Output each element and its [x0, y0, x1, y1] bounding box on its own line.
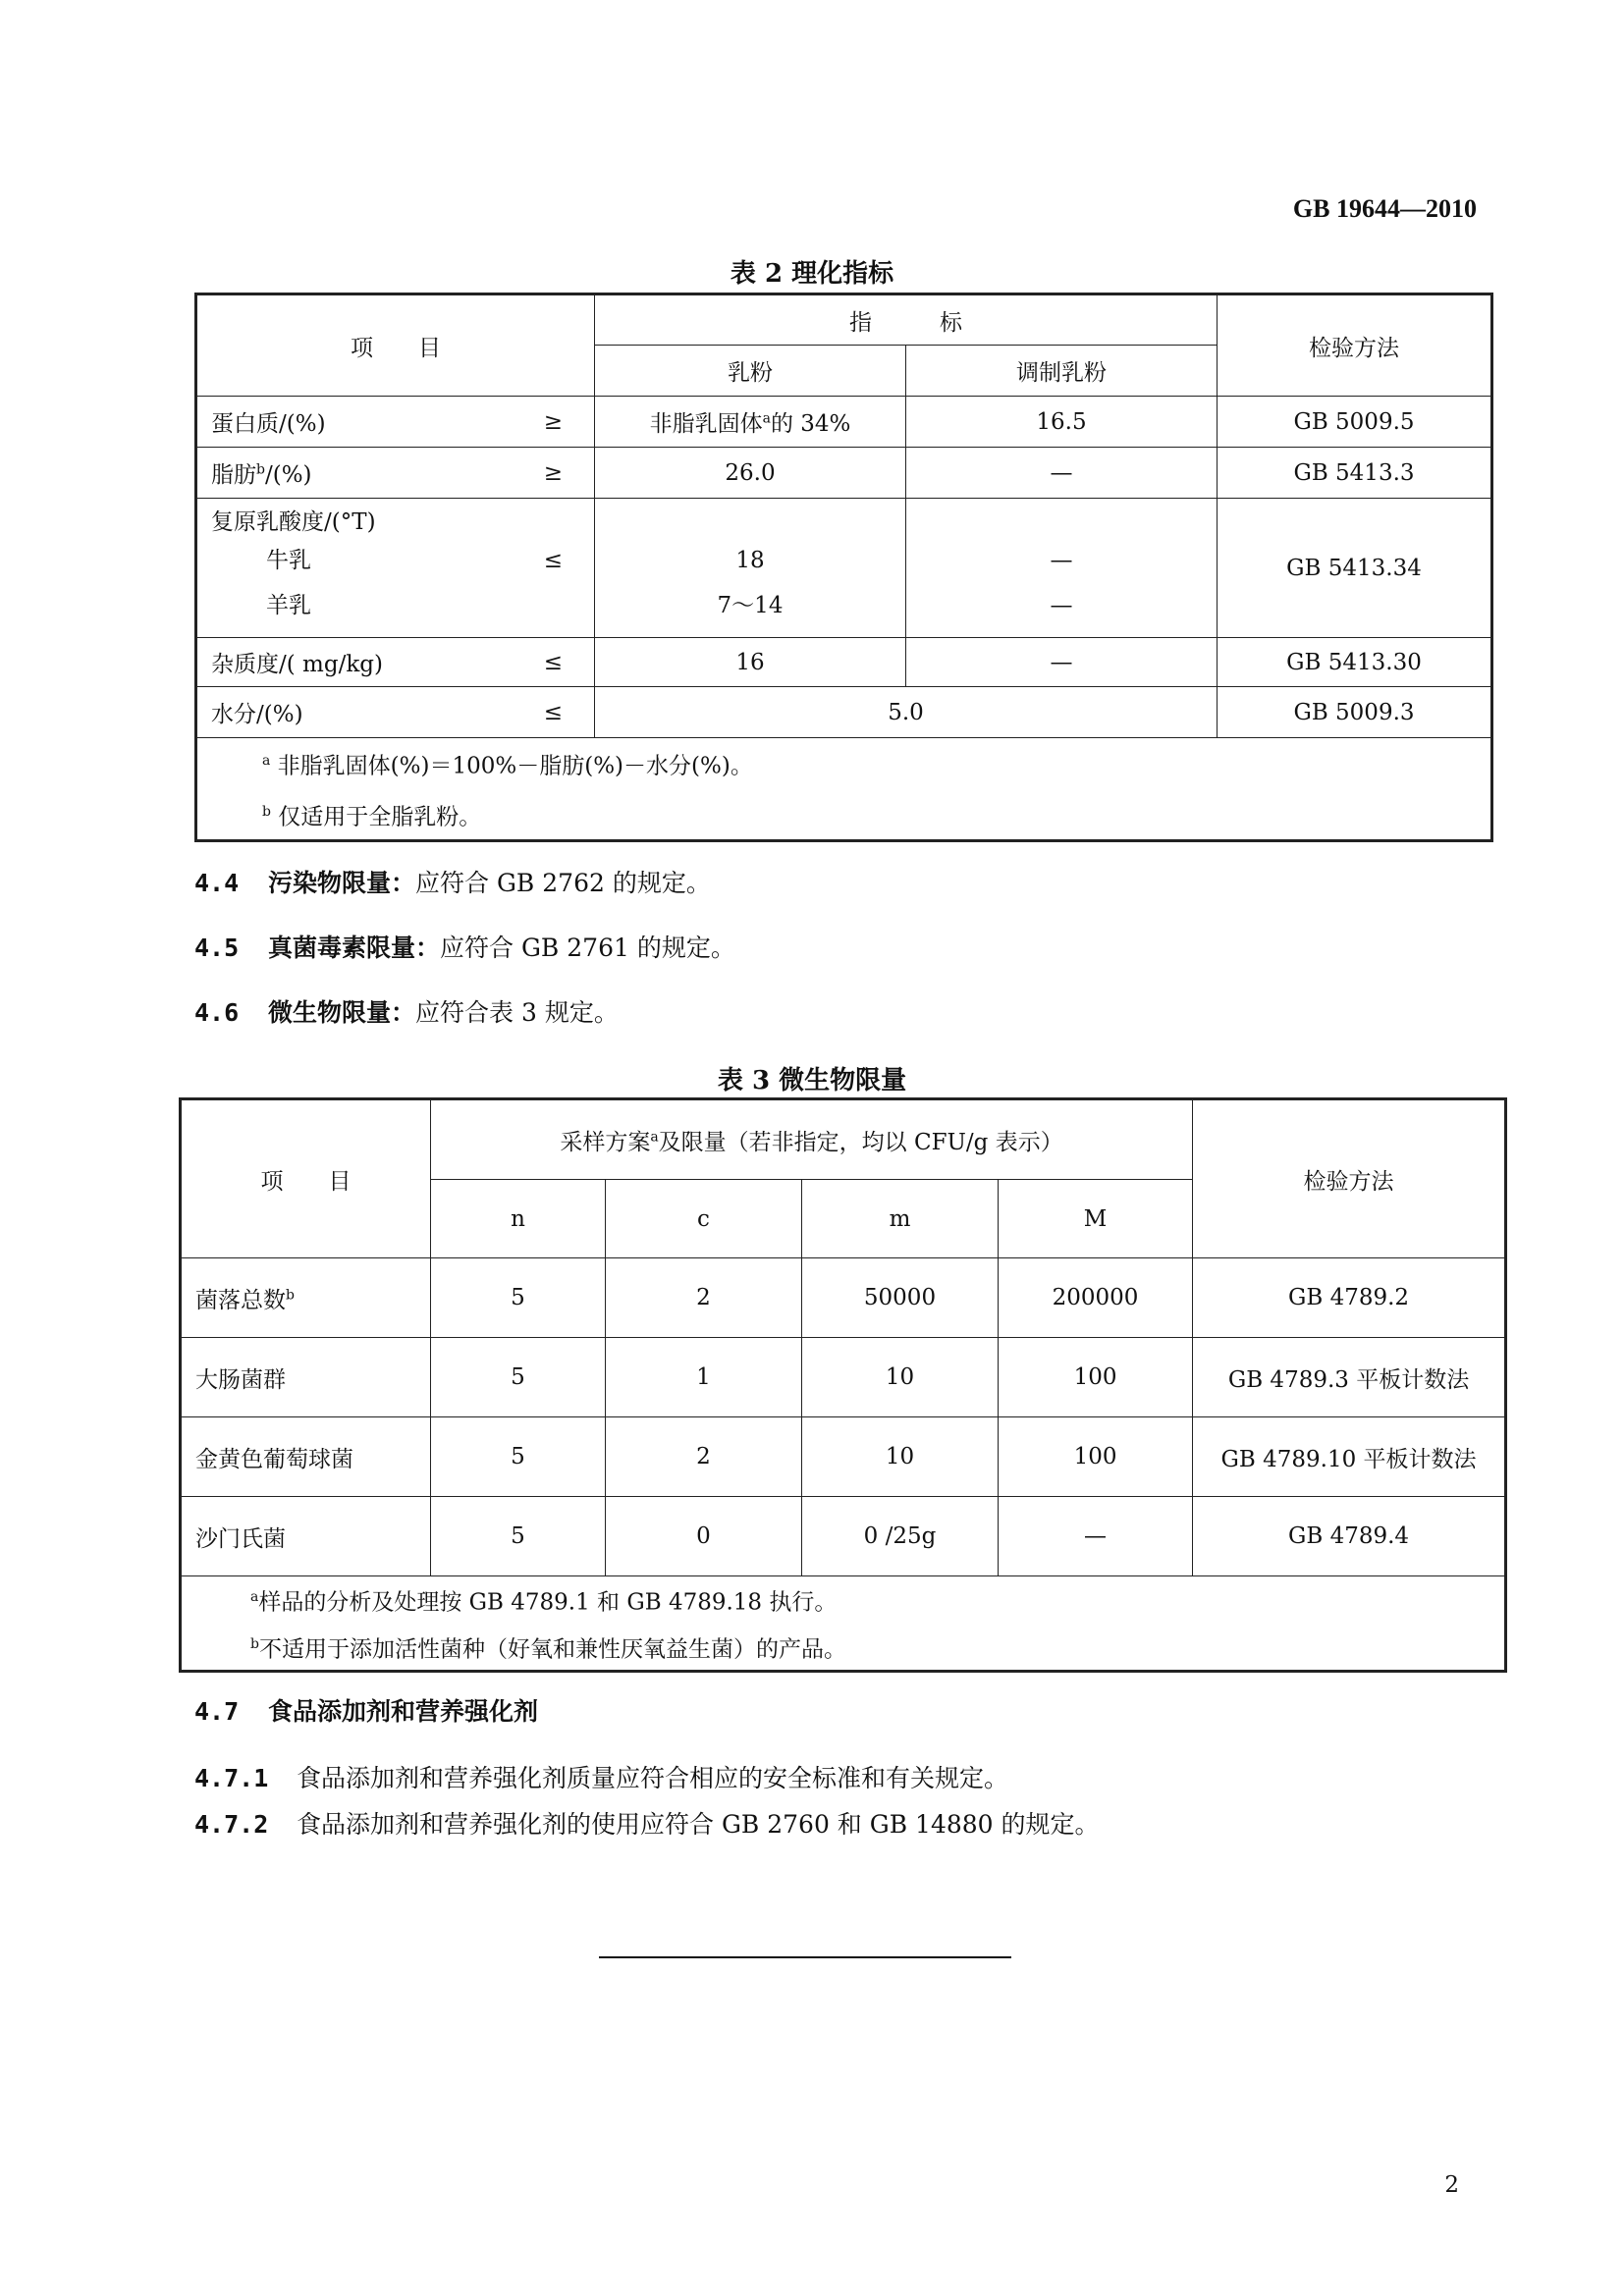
table3-header-plan	[431, 1099, 1193, 1180]
table2-header-indicator: 指 标	[595, 294, 1218, 346]
cell-value: 5	[431, 1338, 606, 1417]
cell-value: 26.0	[595, 448, 906, 499]
row-label: 菌落总数	[195, 1287, 286, 1313]
method-cell: GB 5413.34	[1218, 499, 1492, 638]
table2-header-formulated: 调制乳粉	[906, 346, 1218, 397]
footnote-mark: b	[256, 461, 265, 478]
cell-value: 2	[606, 1417, 802, 1497]
cell-value: 16	[595, 638, 906, 687]
cell-value: 5	[431, 1258, 606, 1338]
method-cell: GB 4789.3 平板计数法	[1193, 1338, 1506, 1417]
footnote-mark: b	[250, 1635, 259, 1652]
comparison-op: ≥	[543, 459, 563, 486]
footnote-text: 样品的分析及处理按 GB 4789.1 和 GB 4789.18 执行。	[258, 1589, 838, 1616]
row-label: 脂肪	[211, 462, 256, 488]
section-title: 微生物限量：	[268, 998, 416, 1027]
table-row	[196, 448, 1492, 499]
cell-value: 5.0	[595, 687, 1218, 738]
row-label-tail: /(%)	[264, 462, 312, 488]
table2-header-item: 项 目	[196, 294, 595, 397]
table-row	[196, 687, 1492, 738]
table3-caption: 表 3 微生物限量	[717, 1066, 907, 1095]
footnote-mark: a	[250, 1589, 259, 1605]
sub-row-label: 羊乳	[266, 593, 311, 618]
section-number: 4.4	[194, 869, 240, 897]
section-4-7-1	[194, 1759, 1008, 1794]
cell-value: 5	[431, 1497, 606, 1576]
section-text: 食品添加剂和营养强化剂质量应符合相应的安全标准和有关规定。	[297, 1764, 1009, 1792]
table3-col-M: M	[999, 1180, 1193, 1258]
cell-value: 18	[735, 548, 765, 573]
table3	[179, 1097, 1507, 1673]
method-cell: GB 4789.2	[1193, 1258, 1506, 1338]
table2-caption: 表 2 理化指标	[730, 259, 894, 289]
cell-value: 50000	[802, 1258, 999, 1338]
row-label: 水分/(%)	[211, 702, 303, 727]
row-label: 杂质度/( mg/kg)	[211, 652, 383, 677]
cell-value: 100	[999, 1338, 1193, 1417]
method-cell: GB 4789.10 平板计数法	[1193, 1417, 1506, 1497]
footnote-mark: a	[650, 1128, 659, 1145]
table-row	[196, 638, 1492, 687]
end-rule	[599, 1956, 1011, 1958]
section-number: 4.7	[194, 1697, 240, 1726]
section-4-5	[194, 929, 735, 964]
table2-header-method: 检验方法	[1218, 294, 1492, 397]
sub-row-label: 牛乳	[266, 548, 311, 573]
header-text: 采样方案	[560, 1129, 651, 1155]
footnote-mark: a	[762, 410, 771, 427]
table-row	[196, 397, 1492, 448]
section-number: 4.7.2	[194, 1810, 269, 1839]
footnote-text: 非脂乳固体(%)＝100%－脂肪(%)－水分(%)。	[277, 753, 753, 779]
cell-value: 非脂乳固体	[649, 411, 763, 437]
row-label: 金黄色葡萄球菌	[181, 1417, 431, 1497]
table-row	[181, 1258, 1506, 1338]
section-text: 食品添加剂和营养强化剂的使用应符合 GB 2760 和 GB 14880 的规定。	[297, 1810, 1100, 1839]
section-number: 4.7.1	[194, 1764, 269, 1792]
method-cell: GB 4789.4	[1193, 1497, 1506, 1576]
cell-value: 100	[999, 1417, 1193, 1497]
section-4-7-2	[194, 1805, 1100, 1841]
header-text-tail: 及限量（若非指定，均以 CFU/g 表示）	[658, 1129, 1063, 1155]
cell-value: 16.5	[906, 397, 1218, 448]
footnote-mark: a	[262, 753, 271, 769]
table3-col-c: c	[606, 1180, 802, 1258]
comparison-op: ≥	[543, 408, 563, 435]
method-cell: GB 5413.30	[1218, 638, 1492, 687]
footnote-text: 仅适用于全脂乳粉。	[278, 804, 482, 830]
section-text: 应符合表 3 规定。	[415, 998, 619, 1027]
cell-value: —	[1050, 593, 1073, 618]
section-4-7	[194, 1692, 538, 1728]
section-title: 食品添加剂和营养强化剂	[268, 1697, 539, 1726]
section-title: 真菌毒素限量：	[268, 934, 441, 962]
cell-value: 1	[606, 1338, 802, 1417]
table-row	[181, 1497, 1506, 1576]
table3-header-method: 检验方法	[1193, 1099, 1506, 1258]
cell-value: —	[999, 1497, 1193, 1576]
cell-value: —	[906, 638, 1218, 687]
standard-number: GB 19644—2010	[1292, 194, 1477, 223]
cell-value-tail: 的 34%	[770, 411, 851, 437]
cell-value: 5	[431, 1417, 606, 1497]
cell-value: —	[1050, 548, 1073, 573]
comparison-op: ≤	[543, 699, 563, 725]
cell-value: 10	[802, 1338, 999, 1417]
comparison-op: ≤	[543, 649, 563, 675]
cell-value: 10	[802, 1417, 999, 1497]
section-number: 4.5	[194, 934, 240, 962]
cell-value: 200000	[999, 1258, 1193, 1338]
table-row	[181, 1338, 1506, 1417]
page-number: 2	[1444, 2172, 1459, 2198]
row-label: 大肠菌群	[181, 1338, 431, 1417]
cell-value: 7～14	[717, 593, 784, 618]
table3-header-item: 项 目	[181, 1099, 431, 1258]
table2-header-milk-powder: 乳粉	[595, 346, 906, 397]
cell-value: —	[906, 448, 1218, 499]
row-label: 沙门氏菌	[181, 1497, 431, 1576]
section-text: 应符合 GB 2761 的规定。	[440, 934, 735, 962]
comparison-op: ≤	[543, 548, 563, 573]
table-row	[181, 1417, 1506, 1497]
table2	[194, 293, 1493, 842]
cell-value: 0 /25g	[802, 1497, 999, 1576]
footnote-mark: b	[262, 803, 271, 820]
footnote-text: 不适用于添加活性菌种（好氧和兼性厌氧益生菌）的产品。	[258, 1636, 846, 1663]
method-cell: GB 5009.5	[1218, 397, 1492, 448]
row-label: 复原乳酸度/(°T)	[211, 509, 376, 535]
footnote-mark: b	[286, 1286, 295, 1303]
section-4-6	[194, 993, 619, 1029]
cell-value: 2	[606, 1258, 802, 1338]
row-label: 蛋白质/(%)	[211, 411, 326, 437]
table2-notes	[196, 738, 1492, 841]
table-row	[196, 499, 1492, 638]
method-cell: GB 5413.3	[1218, 448, 1492, 499]
section-number: 4.6	[194, 998, 240, 1027]
cell-value: 0	[606, 1497, 802, 1576]
method-cell: GB 5009.3	[1218, 687, 1492, 738]
table3-notes	[181, 1576, 1506, 1672]
section-title: 污染物限量：	[268, 869, 416, 897]
section-text: 应符合 GB 2762 的规定。	[415, 869, 711, 897]
section-4-4	[194, 864, 711, 899]
table3-col-m: m	[802, 1180, 999, 1258]
table3-col-n: n	[431, 1180, 606, 1258]
